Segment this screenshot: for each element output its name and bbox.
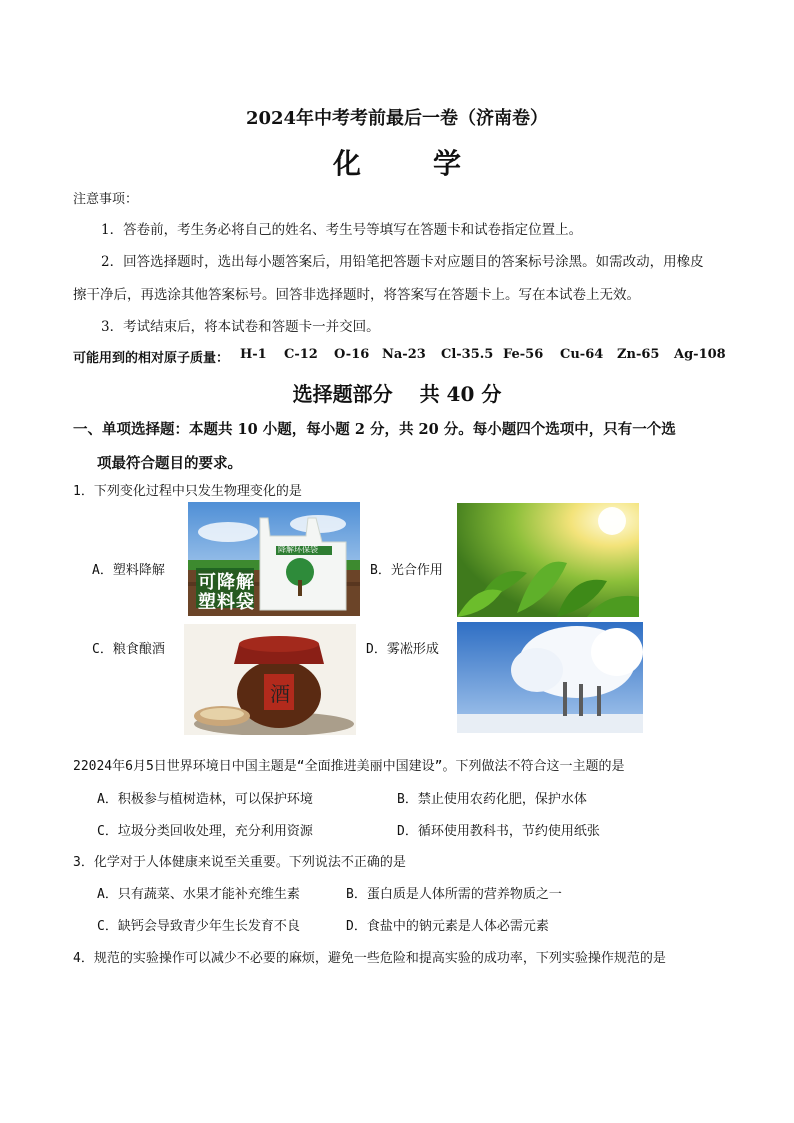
- atomic-mass-item: Na-23: [382, 347, 426, 362]
- part1-heading-cont: 项最符合题目的要求。: [97, 455, 242, 472]
- atomic-mass-item: Cu-64: [560, 347, 604, 362]
- q4-stem: 4．规范的实验操作可以减少不必要的麻烦，避免一些危险和提高实验的成功率，下列实验操作规范的是: [73, 951, 666, 966]
- q3-option-c: C．缺钙会导致青少年生长发育不良: [97, 919, 300, 934]
- bag-text-line-2: 塑料袋: [198, 592, 255, 613]
- q2-option-d: D．循环使用教科书，节约使用纸张: [397, 824, 600, 839]
- bag-label: 降解环保袋: [278, 545, 318, 554]
- note-3: 3．考试结束后，将本试卷和答题卡一并交回。: [101, 319, 380, 335]
- q1-option-b: B．光合作用: [370, 563, 443, 578]
- note-1: 1．答卷前，考生务必将自己的姓名、考生号等填写在答题卡和试卷指定位置上。: [101, 222, 583, 238]
- q3-option-d: D．食盐中的钠元素是人体必需元素: [346, 919, 549, 934]
- atomic-mass-item: Cl-35.5: [441, 347, 494, 362]
- exam-title: 2024年中考考前最后一卷（济南卷）: [245, 108, 549, 129]
- atomic-mass-item: Zn-65: [617, 347, 660, 362]
- note-2-line-2: 擦干净后，再选涂其他答案标号。回答非选择题时，将答案写在答题卡上。写在本试卷上无效。: [73, 287, 640, 303]
- bag-text-line-1: 可降解: [198, 572, 255, 593]
- section-title: 选择题部分 共 40 分: [292, 382, 502, 406]
- jar-label: 酒: [270, 682, 290, 706]
- plastic-bag-photo: [188, 502, 360, 616]
- q1-option-d: D．雾凇形成: [366, 642, 439, 657]
- q2-option-a: A．积极参与植树造林，可以保护环境: [97, 792, 313, 807]
- notes-heading: 注意事项：: [73, 192, 139, 207]
- q1-stem: 1．下列变化过程中只发生物理变化的是: [73, 484, 302, 499]
- atomic-mass-label: 可能用到的相对原子质量：: [73, 351, 230, 366]
- atomic-mass-item: C-12: [284, 347, 318, 362]
- q1-option-c: C．粮食酿酒: [92, 642, 165, 657]
- subject-title: 化 学: [332, 147, 483, 180]
- tea-leaves-sunlight-photo: [457, 503, 639, 617]
- q3-option-b: B．蛋白质是人体所需的营养物质之一: [346, 887, 562, 902]
- q2-option-c: C．垃圾分类回收处理，充分利用资源: [97, 824, 313, 839]
- part1-heading: 一、单项选择题：本题共 10 小题，每小题 2 分，共 20 分。每小题四个选项中，只有一个选: [73, 421, 676, 438]
- atomic-mass-item: O-16: [334, 347, 370, 362]
- q3-stem: 3．化学对于人体健康来说至关重要。下列说法不正确的是: [73, 855, 406, 870]
- wine-jar-photo: [184, 624, 356, 735]
- atomic-mass-item: Ag-108: [674, 347, 726, 362]
- q1-option-a: A．塑料降解: [92, 563, 165, 578]
- atomic-mass-item: Fe-56: [503, 347, 544, 362]
- q2-stem: 22024年6月5日世界环境日中国主题是“全面推进美丽中国建设”。下列做法不符合这一主题的是: [73, 759, 625, 774]
- atomic-mass-item: H-1: [240, 347, 267, 362]
- q2-option-b: B．禁止使用农药化肥，保护水体: [397, 792, 587, 807]
- rime-tree-photo: [457, 622, 643, 733]
- q3-option-a: A．只有蔬菜、水果才能补充维生素: [97, 887, 300, 902]
- note-2-line-1: 2．回答选择题时，选出每小题答案后，用铅笔把答题卡对应题目的答案标号涂黑。如需改动，用橡皮: [101, 254, 704, 270]
